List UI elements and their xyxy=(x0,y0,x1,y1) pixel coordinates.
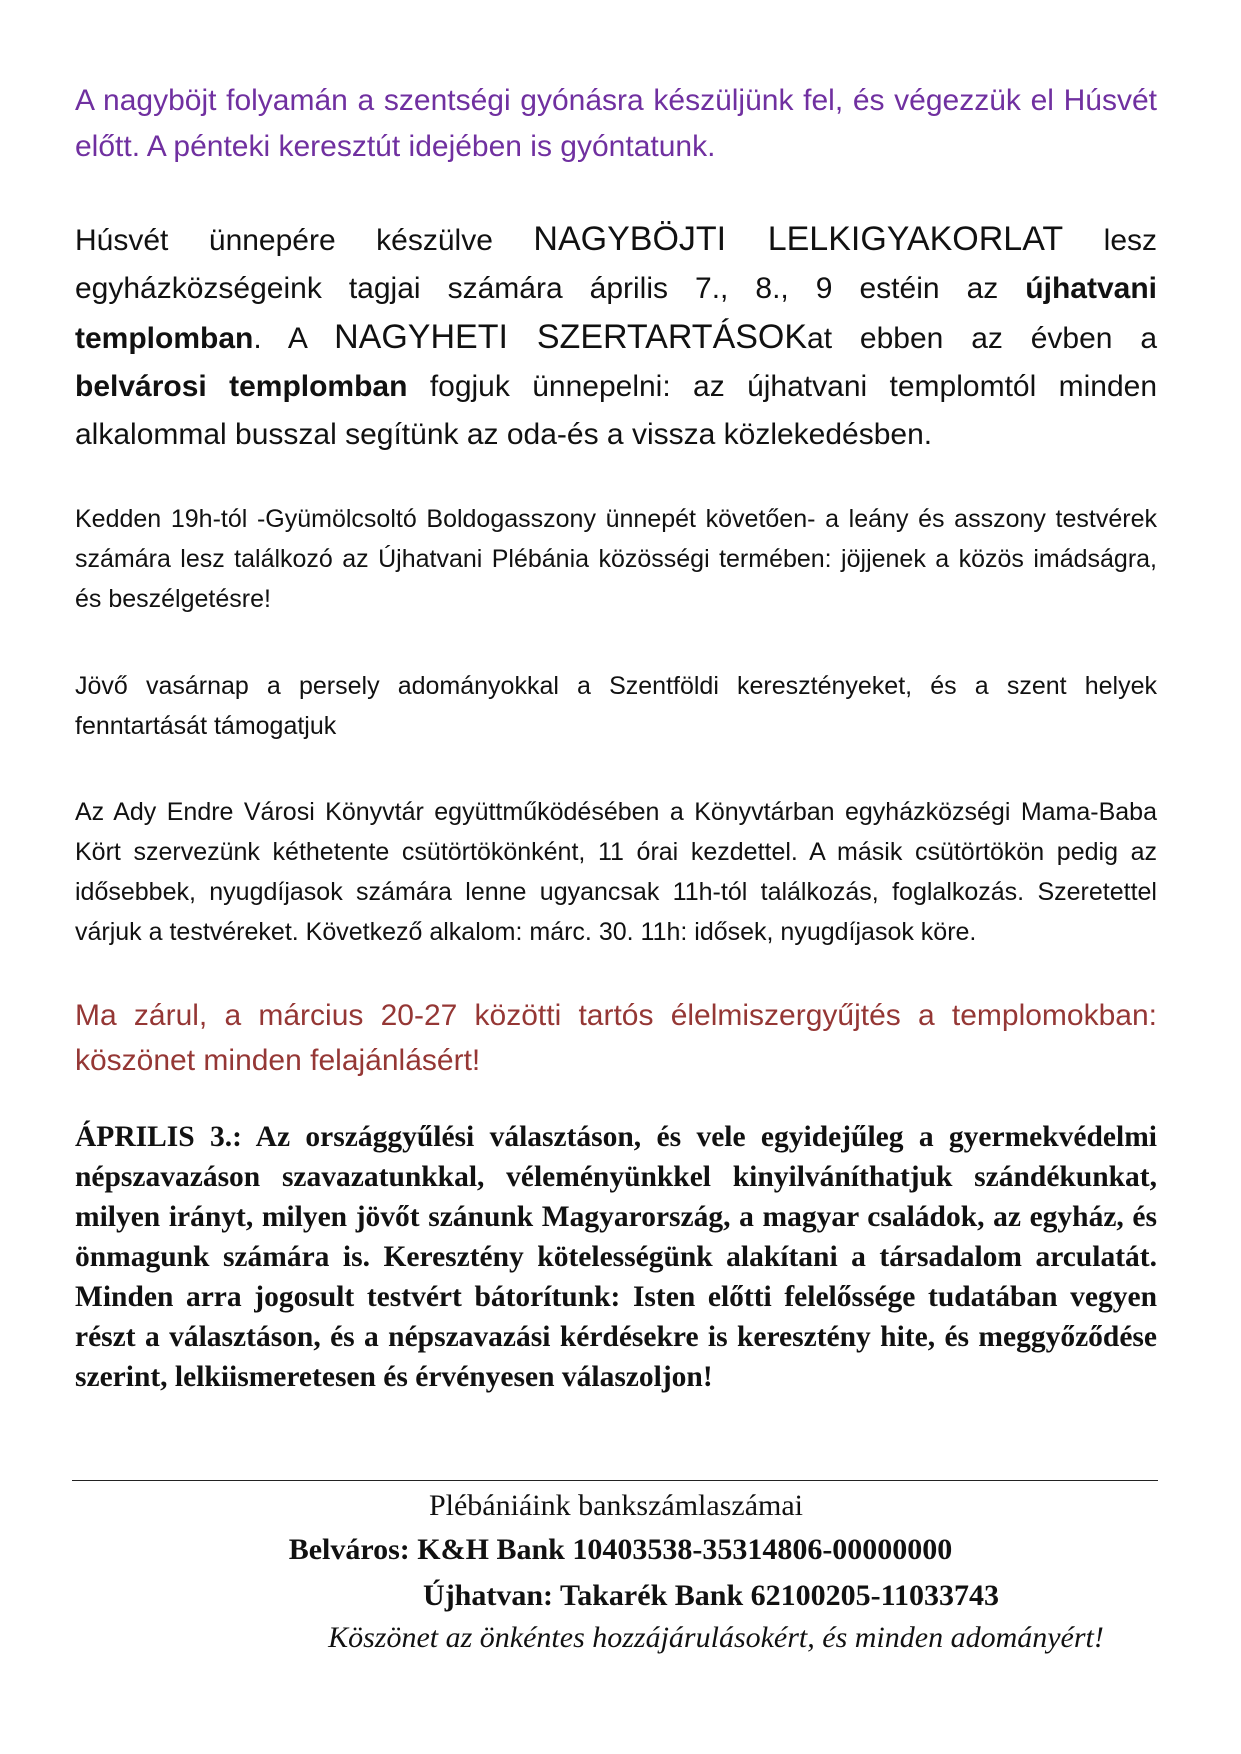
retreat-text-3: . A xyxy=(253,322,335,355)
retreat-text-5: fogjuk ünnepelni: az újhatvani templomtól minden alkalommal busszal segítünk az oda-és a vissza közlekedésben. xyxy=(75,370,1158,451)
holy-week-title: NAGYHETI SZERTARTÁSOK xyxy=(334,318,808,356)
collection-paragraph: Jövő vasárnap a persely adományokkal a Szentföldi keresztényeket, és a szent helyek fenntartását támogatjuk xyxy=(75,672,1157,740)
retreat-text-1: Húsvét ünnepére készülve xyxy=(75,224,534,257)
footer-thanks: Köszönet az önkéntes hozzájárulásokért, és minden adományért! xyxy=(328,1621,1104,1654)
election-paragraph: ÁPRILIS 3.: Az országgyűlési választáson, és vele egyidejűleg a gyermekvédelmi népszavazáson szavazatunkkal, véleményünkkel kinyilváníthatjuk szándékunkat, milyen irányt, milyen jövőt szánunk Magyarország, a magyar családok, az egyház, és önmagunk számára is. Keresztény kötelességünk alakítani a társadalom arculatát. Minden arra jogosult testvért bátorítunk: Isten előtti felelőssége tudatában vegyen részt a választáson, és a népszavazási kérdésekre is keresztény hite, és meggyőződése szerint, lelkiismeretesen és érvényesen válaszoljon! xyxy=(75,1121,1157,1393)
retreat-paragraph xyxy=(75,215,1157,459)
food-drive-paragraph: Ma zárul, a március 20-27 közötti tartós élelmiszergyűjtés a templomokban: köszönet minden felajánlásért! xyxy=(75,999,1157,1077)
retreat-title: NAGYBÖJTI LELKIGYAKORLAT xyxy=(533,220,1064,258)
retreat-text-2: lesz egyházközségeink tagjai számára április 7., 8., 9 estéin az xyxy=(75,224,1158,305)
footer-heading: Plébániáink bankszámlaszámai xyxy=(428,1489,804,1522)
belvaros-church: belvárosi templomban xyxy=(75,370,408,403)
belvaros-bank-account: Belváros: K&H Bank 10403538-35314806-00000000 xyxy=(288,1533,953,1566)
ujhatvan-bank-account: Újhatvan: Takarék Bank 62100205-11033743 xyxy=(423,1579,999,1612)
meeting-paragraph: Kedden 19h-tól -Gyümölcsoltó Boldogasszony ünnepét követően- a leány és asszony testvérek számára lesz találkozó az Újhatvani Plébánia közösségi termében: jöjjenek a közös imádságra, és beszélgetésre! xyxy=(75,505,1157,613)
footer-divider xyxy=(72,1480,1158,1481)
lent-confession-paragraph: A nagyböjt folyamán a szentségi gyónásra készüljünk fel, és végezzük el Húsvét előtt. A pénteki keresztút idejében is gyóntatunk. xyxy=(75,84,1157,163)
library-paragraph: Az Ady Endre Városi Könyvtár együttműködésében a Könyvtárban egyházközségi Mama-Baba Kört szervezünk kéthetente csütörtökönként, 11 órai kezdettel. A másik csütörtökön pedig az idősebbek, nyugdíjasok számára lenne ugyancsak 11h-tól találkozás, foglalkozás. Szeretettel várjuk a testvéreket. Következő alkalom: márc. 30. 11h: idősek, nyugdíjasok köre. xyxy=(75,798,1157,946)
ujhatvan-church: újhatvani templomban xyxy=(75,272,1157,355)
retreat-text-4: at ebben az évben a xyxy=(807,322,1157,355)
